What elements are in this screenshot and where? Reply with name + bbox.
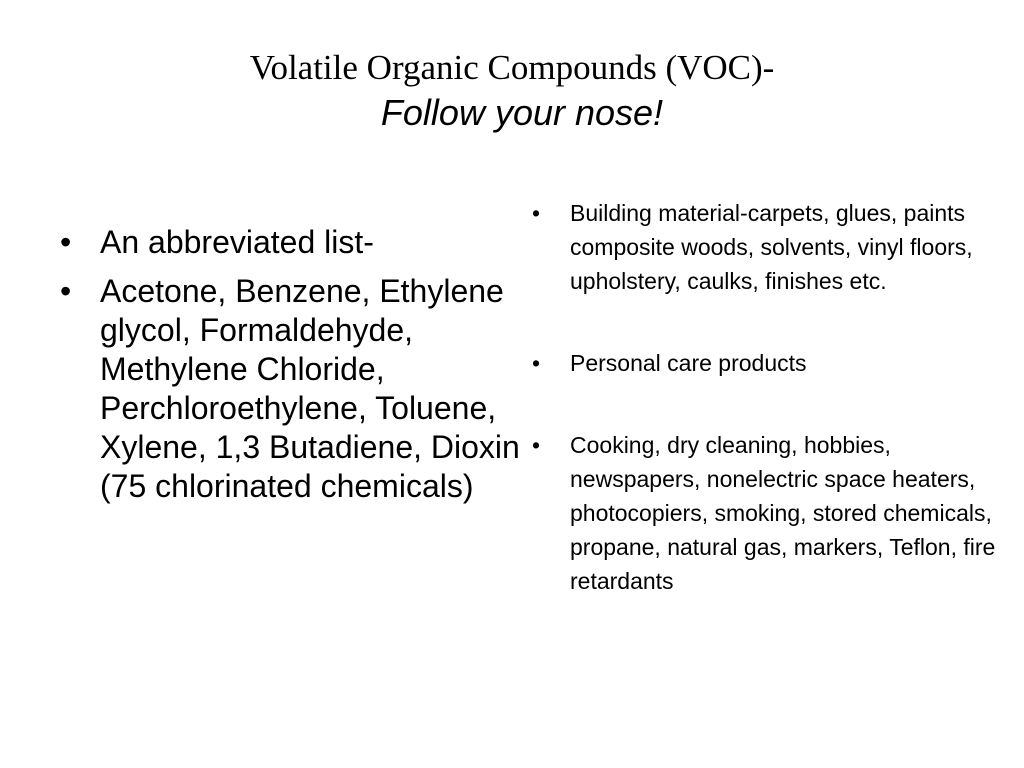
slide-title <box>0 46 1024 136</box>
left-bullet-item <box>60 272 520 506</box>
right-bullet-item <box>532 346 1002 380</box>
bullet-dot: • <box>532 432 541 458</box>
bullet-dot: • <box>60 224 72 260</box>
right-bullet-item <box>532 428 1002 598</box>
left-bullet-text: An abbreviated list- <box>100 224 374 260</box>
right-bullet-item <box>532 196 1002 298</box>
bullet-dot: • <box>532 350 541 376</box>
left-bullet-list <box>60 223 520 516</box>
right-bullet-text: Personal care products <box>570 350 807 376</box>
right-bullet-list <box>532 196 1002 598</box>
bullet-dot: • <box>60 273 72 309</box>
title-main: Volatile Organic Compounds (VOC)- <box>249 48 775 87</box>
bullet-dot: • <box>532 200 541 226</box>
title-subtitle: Follow your nose! <box>380 92 664 133</box>
right-bullet-text: Cooking, dry cleaning, hobbies, newspapers, nonelectric space heaters, photocopiers, smoking, stored chemicals, propane, natural gas, markers, Teflon, fire retardants <box>570 432 996 594</box>
left-bullet-item <box>60 223 520 262</box>
left-bullet-text: Acetone, Benzene, Ethylene glycol, Formaldehyde, Methylene Chloride, Perchloroethylene, Toluene, Xylene, 1,3 Butadiene, Dioxin (75 chlorinated chemicals) <box>100 273 520 504</box>
right-bullet-text: Building material-carpets, glues, paints composite woods, solvents, vinyl floors, upholstery, caulks, finishes etc. <box>570 200 973 294</box>
